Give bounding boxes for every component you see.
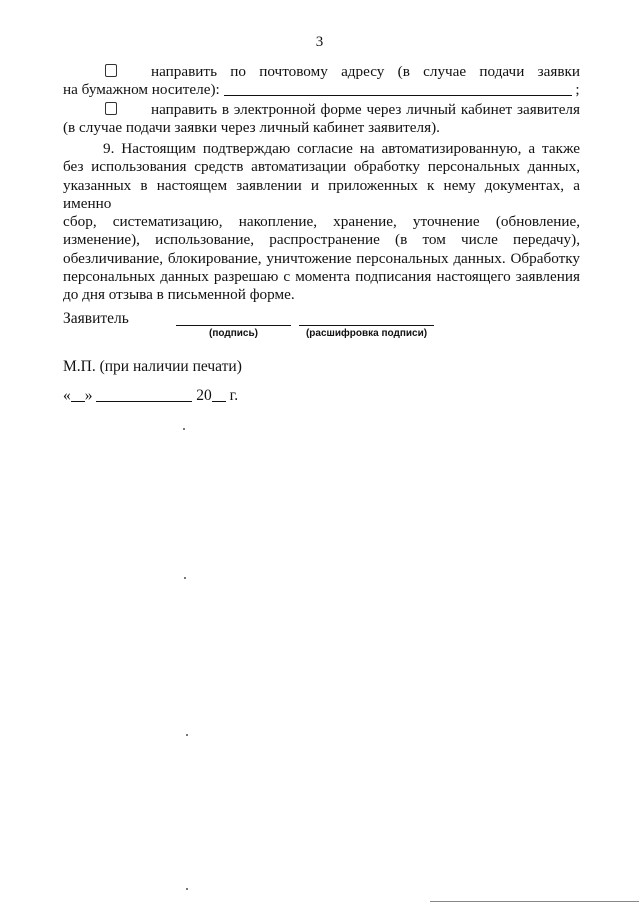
postal-address-field[interactable] [224, 81, 572, 96]
option-postal-address-line [63, 81, 580, 99]
signature-decoding-field[interactable] [299, 325, 434, 326]
month-field[interactable] [96, 387, 192, 402]
option-postal [63, 63, 580, 100]
electronic-checkbox[interactable] [105, 102, 117, 115]
open-quote: « [63, 387, 71, 404]
scan-speck [186, 888, 188, 890]
page-number: 3 [315, 34, 324, 50]
consent-paragraph [63, 140, 580, 305]
consent-line: обезличивание, блокирование, уничтожение персональных данных. Обработку [63, 249, 580, 267]
option-electronic-note: (в случае подачи заявки через личный кабинет заявителя). [63, 119, 440, 137]
option-electronic-text: направить в электронной форме через личный кабинет заявителя [151, 101, 580, 118]
semicolon: ; [575, 81, 580, 99]
consent-line: до дня отзыва в письменной форме. [63, 286, 295, 304]
postal-checkbox[interactable] [105, 64, 117, 77]
scan-speck [184, 577, 186, 579]
close-quote: » [84, 387, 93, 404]
signature-caption: (подпись) [209, 328, 258, 339]
consent-line: указанных в настоящем заявлении и приложенных к нему документах, а именно [63, 176, 580, 212]
year-suffix: г. [229, 387, 239, 404]
consent-line: без использования средств автоматизации обработку персональных данных, [63, 158, 580, 176]
scan-speck [183, 428, 185, 430]
signature-field[interactable] [176, 325, 291, 326]
consent-line: персональных данных разрешаю с момента подписания настоящего заявления [63, 268, 580, 286]
option-postal-line [63, 63, 580, 81]
option-postal-text: направить по почтовому адресу (в случае подачи заявки [151, 63, 580, 80]
year-field[interactable] [212, 387, 226, 402]
option-electronic [63, 101, 580, 138]
date-line [63, 387, 238, 405]
applicant-label: Заявитель [63, 310, 129, 327]
consent-line: изменение), использование, распространение (в том числе передачу), [63, 231, 580, 249]
year-prefix: 20 [196, 387, 212, 404]
day-field[interactable] [71, 387, 85, 402]
option-electronic-line [63, 101, 580, 119]
signature-block [63, 310, 583, 350]
consent-line: сбор, систематизацию, накопление, хранение, уточнение (обновление, [63, 213, 580, 231]
stamp-note: М.П. (при наличии печати) [63, 358, 242, 375]
decoding-caption: (расшифровка подписи) [305, 328, 428, 339]
page-edge-line [430, 901, 639, 902]
paper-carrier-label: на бумажном носителе): [63, 81, 220, 99]
consent-line: 9. Настоящим подтверждаю согласие на автоматизированную, а также [103, 140, 580, 157]
scan-speck [186, 734, 188, 736]
